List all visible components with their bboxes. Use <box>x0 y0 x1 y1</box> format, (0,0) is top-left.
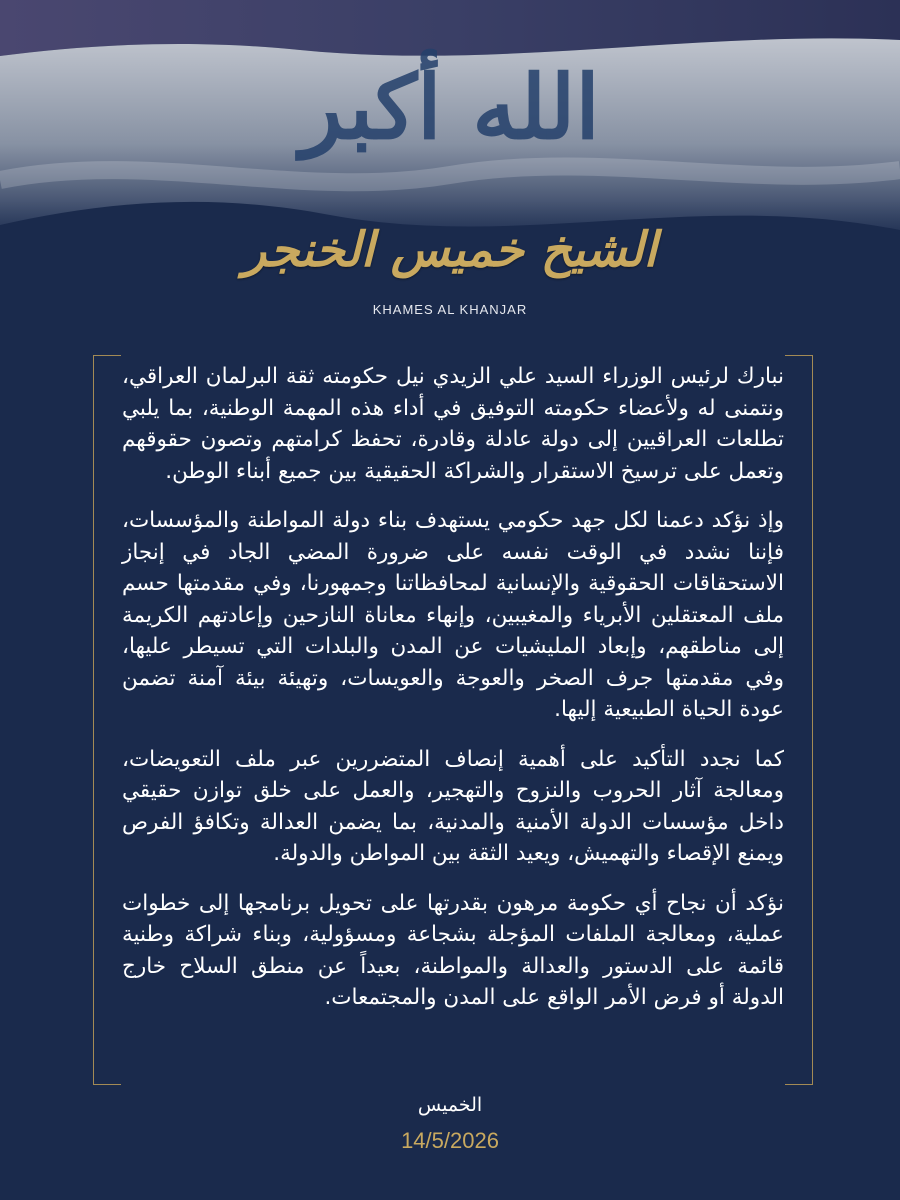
brand-name: KHAMES AL KHANJAR <box>372 302 528 317</box>
day-label: الخميس <box>417 1094 483 1116</box>
statement-paragraph: كما نجدد التأكيد على أهمية إنصاف المتضررين عبر ملف التعويضات، ومعالجة آثار الحروب والنزوح والتهجير، والعمل على خلق توازن حقيقي داخل مؤسسات الدولة الأمنية والمدنية، بما يضمن العدالة وتكافؤ الفرص ويمنع الإقصاء والتهميش، ويعيد الثقة بين المواطن والدولة. <box>122 746 784 866</box>
date-label: 14/5/2026 <box>401 1128 499 1153</box>
flag-takbir-text: الله أكبر <box>300 55 600 159</box>
statement-frame <box>93 355 813 1085</box>
statement-paragraph: نؤكد أن نجاح أي حكومة مرهون بقدرتها على تحويل برنامجها إلى خطوات عملية، ومعالجة الملفات المؤجلة بشجاعة ومسؤولية، وبناء شراكة وطنية قائمة على الدستور والعدالة والمواطنة، بعيداً عن منطق السلاح خارج الدولة أو فرض الأمر الواقع على المدن والمجتمعات. <box>122 890 784 1010</box>
calligraphy-signature: الشيخ خميس الخنجر <box>243 222 657 278</box>
statement-body <box>94 355 812 1085</box>
statement-paragraph: وإذ نؤكد دعمنا لكل جهد حكومي يستهدف بناء دولة المواطنة والمؤسسات، فإننا نشدد في الوقت نفسه على ضرورة المضي الجاد في إنجاز الاستحقاقات الحقوقية والإنسانية لمحافظاتنا وجمهورنا، وفي مقدمتها حسم ملف المعتقلين الأبرياء والمغيبين، وإنهاء معاناة النازحين وإعادتهم الكريمة إلى مناطقهم، وإبعاد المليشيات عن المدن والبلدات التي تسيطر عليها، وفي مقدمتها جرف الصخر والعوجة والعويسات، وتهيئة بيئة آمنة تضمن عودة الحياة الطبيعية إليها. <box>122 508 784 722</box>
statement-paragraph: نبارك لرئيس الوزراء السيد علي الزيدي نيل حكومته ثقة البرلمان العراقي، ونتمنى له ولأعضاء حكومته التوفيق في أداء هذه المهمة الوطنية، بما يلبي تطلعات العراقيين إلى دولة عادلة وقادرة، تحفظ كرامتهم وتصون حقوقهم وتعمل على ترسيخ الاستقرار والشراكة الحقيقية بين جميع أبناء الوطن. <box>122 364 784 484</box>
